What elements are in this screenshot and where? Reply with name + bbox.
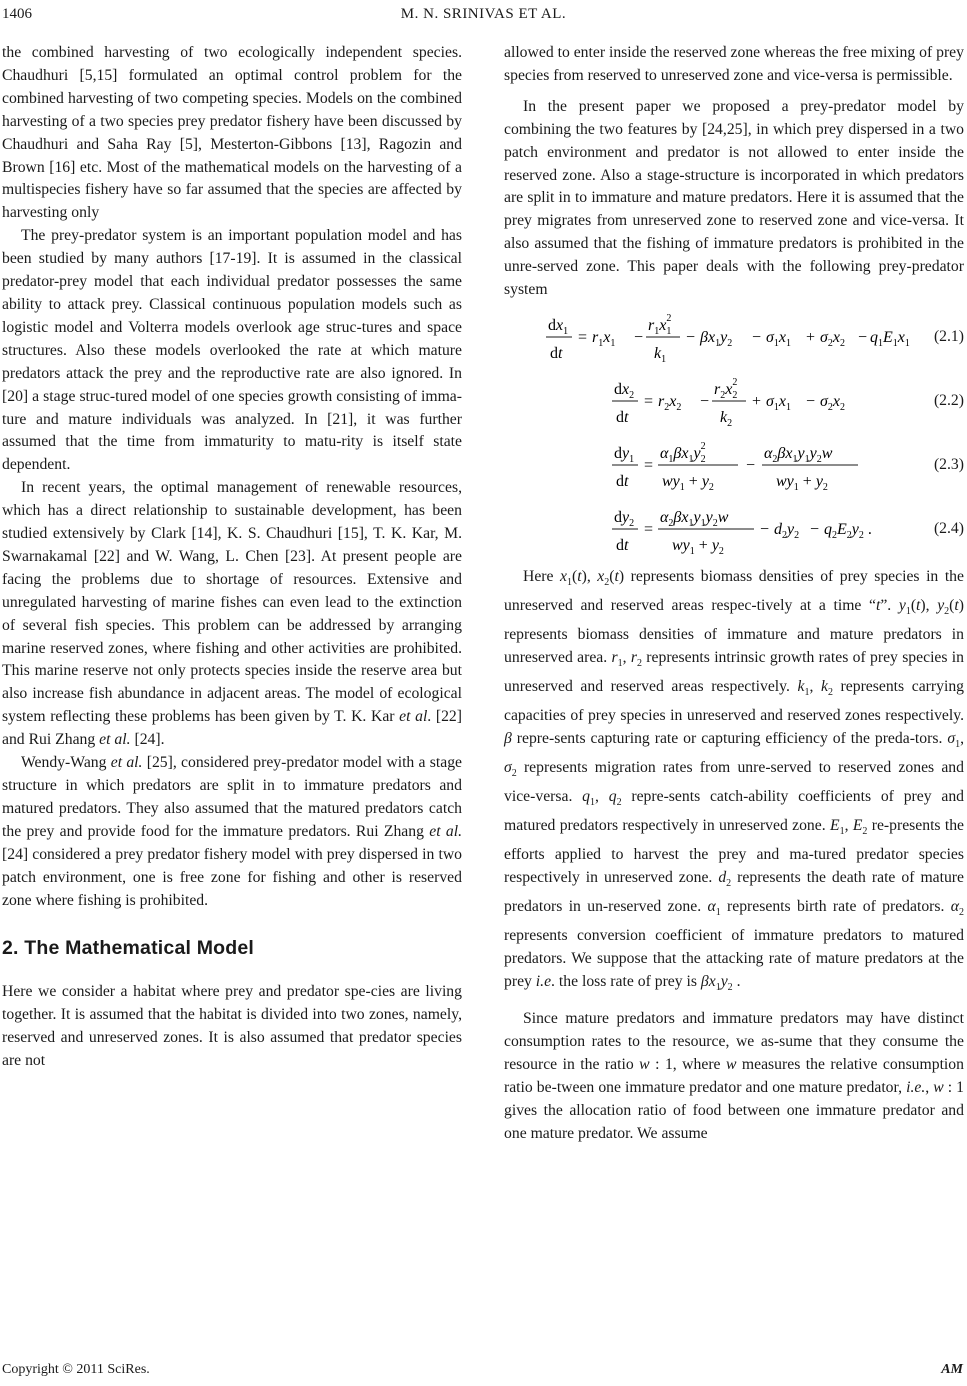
math-symbol: w xyxy=(933,1078,944,1096)
equation-number: (2.4) xyxy=(933,519,964,537)
paragraph-text: In recent years, the optimal management of renewable resources, which has a direct relationship to sustainable development, has been studied extensively by Clark [14], K. S. Chaudhuri [15], T. K. Kar, M. Swarnakamal [22] and W. Wang, L. Chen [23]. At present people are facing the problems due to shortage of resources. Extensive and unregulated harvesting of marine fishes can even lead to the extinction of several fish species. This problem can be addressed by arranging marine reserved zones, where fishing and other activities are prohibited. This marine reserve not only protects species inside the reserve area but also increase fish abundance in adjacent areas. The model of ecological system reflecting these problems has been given by T. K. Kar xyxy=(2,479,462,726)
svg-text:−: − xyxy=(700,392,710,410)
svg-text:dt: dt xyxy=(616,472,629,490)
math-symbol: α xyxy=(707,898,716,916)
paragraph-text: gives the allocation ratio of food between one immature predator and one mature predator. We assume xyxy=(504,1101,964,1142)
math-symbol: q xyxy=(608,788,617,806)
math-subscript: 2 xyxy=(636,658,642,670)
math-symbol: k xyxy=(820,678,828,696)
paragraph-definitions xyxy=(504,566,964,1000)
paragraph-text: represents birth rate of predators. xyxy=(720,898,951,916)
equation-2-3 xyxy=(504,436,964,494)
svg-text:βx1y2: $\beta x_1y_2$ xyxy=(700,328,733,349)
eq-lhs-num: d xyxy=(548,316,556,334)
equation-number: (2.3) xyxy=(933,455,964,473)
svg-text:r2x2: $r_2x_2$ xyxy=(658,392,682,413)
paragraph-text: ), xyxy=(581,567,598,585)
math-subscript: 2 xyxy=(944,606,950,618)
equation-2-2-math xyxy=(542,372,912,430)
svg-text:wy1 + y2: $wy_1 + y_2$ xyxy=(776,472,828,493)
running-authors: M. N. SRINIVAS ET AL. xyxy=(400,6,567,22)
paragraph-text: represents biomass densities of immature and mature predators in unreserved area. xyxy=(504,626,964,666)
math-subscript: 1 xyxy=(955,739,961,751)
math-symbol: β xyxy=(504,729,512,747)
math-symbol: t xyxy=(577,567,582,585)
math-symbol: E xyxy=(852,817,863,835)
equation-2-4-math xyxy=(542,500,912,558)
equation-2-2 xyxy=(504,372,964,430)
math-subscript: 1 xyxy=(804,687,810,699)
svg-text:−: − xyxy=(858,328,868,346)
math-symbol: i.e xyxy=(535,972,552,990)
et-al: et al. xyxy=(110,754,143,772)
page-header xyxy=(0,6,967,32)
equation-2-4 xyxy=(504,500,964,558)
et-al: et al. xyxy=(99,731,131,749)
paragraph: allowed to enter inside the reserved zone whereas the free mixing of prey species from reserved to unreserved zone and vice-versa is permissible. xyxy=(504,44,964,84)
paragraph-text: , xyxy=(809,678,821,696)
paragraph-text: ), xyxy=(920,597,938,615)
svg-text:σ1x1: $\sigma_1x_1$ xyxy=(766,392,791,413)
paragraph xyxy=(2,752,462,912)
math-symbol: r xyxy=(611,648,618,666)
svg-text:r1x21: $r_1x^2$ 1 xyxy=(648,312,672,337)
equation-number: (2.2) xyxy=(933,391,964,409)
math-subscript: 2 xyxy=(604,577,610,589)
page-number: 1406 xyxy=(2,6,32,22)
paragraph-text: . [22] and Rui Zhang xyxy=(2,708,462,749)
paragraph-text: . the loss rate of prey is xyxy=(551,972,701,990)
math-symbol: w xyxy=(725,1055,737,1073)
svg-text:d2y2: $d_2y_2$ xyxy=(774,520,800,541)
math-subscript: 1 xyxy=(715,982,721,994)
math-symbol: r xyxy=(630,648,637,666)
et-al: et al xyxy=(399,708,428,726)
paragraph-text: repre-sents catch-ability coefficients of prey and matured predators respectively in unreserved zone. xyxy=(504,788,965,835)
math-symbol: x xyxy=(560,567,567,585)
paragraph-text: Wendy-Wang xyxy=(21,754,111,772)
math-subscript: 1 xyxy=(567,577,572,589)
svg-text:wy1 + y2: $wy_1 + y_2$ xyxy=(662,472,714,493)
math-symbol: σ xyxy=(947,729,956,747)
svg-text:−: − xyxy=(634,328,644,346)
svg-text:r1x1: $r_1x_1$ xyxy=(592,328,616,349)
left-column xyxy=(2,42,462,1073)
math-symbol: d xyxy=(718,869,727,887)
svg-text:wy1 + y2: $wy_1 + y_2$ xyxy=(672,536,724,557)
math-symbol: E xyxy=(829,817,840,835)
math-symbol: w xyxy=(639,1055,650,1073)
et-al: et al. xyxy=(429,822,462,840)
math-subscript: 2 xyxy=(827,687,833,699)
math-subscript: 2 xyxy=(959,907,964,919)
svg-text:α2βx1y1y2w: $\alpha_2\beta x_1y_1y_2w$ xyxy=(764,444,833,465)
paragraph: The prey-predator system is an important population model and has been studied by many authors [17-19]. It is assumed in the classical predator-prey model that each individual predator possesses the same ability to attack prey. Classical continuous population models such as logistic model and Volterra models overlook age struc-tures and space structures. Also these models overlooked the rate at which mature predators attack the prey and the reproductive rate are also ignored. In [20] a stage struc-tured model of one species growth consisting of imma-ture and mature individuals was analyzed. In [21], it was further assumed that the time from immaturity to matu-rity is itself state dependent. xyxy=(2,227,462,474)
svg-text:=: = xyxy=(644,392,654,410)
paragraph-text: : 1, where xyxy=(649,1055,726,1073)
paragraph-text: represents migration rates from unre-served to reserved zones and vice-versa. xyxy=(504,759,964,806)
svg-text:q1E1x1: $q_1E_1x_1$ xyxy=(870,328,910,349)
section-title: 2. The Mathematical Model xyxy=(2,937,255,960)
paragraph-text: Since mature predators and immature predators may have distinct consumption rates to the resource, we as-sume that they consume the resource in the ratio xyxy=(504,1010,964,1073)
math-symbol: y xyxy=(937,597,945,615)
paragraph-text: , xyxy=(960,729,964,747)
svg-text:=: = xyxy=(644,456,654,474)
svg-text:−: − xyxy=(760,520,770,538)
paragraph-text: represents intrinsic growth rates of prey species in unreserved and reserved areas respectively. xyxy=(504,648,965,696)
paragraph-text: [24] considered a prey predator fishery model with prey dispersed in two patch environment, one is free zone for fishing and other is reserved zone where fishing is prohibited. xyxy=(2,845,462,909)
paragraph-text: , xyxy=(595,788,609,806)
paragraph-text: [24]. xyxy=(130,731,165,749)
math-symbol: y xyxy=(720,972,728,990)
paragraph: the combined harvesting of two ecologically independent species. Chaudhuri [5,15] formulated an optimal control problem for the combined harvesting of two competing species. Models on the combined harvesting of a two species prey predator fishery have been discussed by Chaudhuri and Saha Ray [5], Mesterton-Gibbons [13], Ragozin and Brown [16] etc. Most of the mathematical models on the harvesting of a multispecies fishery have so far assumed that the species are affected by harvesting only xyxy=(2,44,462,222)
svg-text:dx2: $dx_2$ xyxy=(614,380,635,401)
svg-text:k1: $k_1$ xyxy=(654,344,667,365)
svg-text:+: + xyxy=(752,392,762,410)
paragraph-text: re-presents the efforts applied to harvest the prey and ma-tured predator species respectively in unreserved zone. xyxy=(504,817,965,887)
equation-number: (2.1) xyxy=(933,327,964,345)
math-symbol: i.e. xyxy=(906,1078,926,1096)
paragraph-text: repre-sents capturing rate or capturing efficiency of the preda-tors. xyxy=(511,729,948,747)
math-symbol: t xyxy=(916,597,921,615)
paragraph-text: ( xyxy=(572,567,578,585)
svg-text:=: = xyxy=(578,328,588,346)
svg-text:r2x22: $r_2x^2$ 2 xyxy=(714,376,738,401)
copyright-notice: Copyright © 2011 SciRes. xyxy=(2,1362,150,1377)
math-symbol: βx xyxy=(700,972,716,990)
svg-text:α2βx1y1y2w: $\alpha_2\beta x_1y_1y_2w$ xyxy=(660,508,729,529)
svg-text:−: − xyxy=(686,328,696,346)
math-symbol: x xyxy=(597,567,605,585)
svg-text:q2E2y2 .: $q_2E_2y_2$ . xyxy=(824,520,872,541)
paragraph-text: Here xyxy=(523,567,561,585)
paragraph-text: represents the death rate of mature predators in un-reserved zone. xyxy=(504,869,964,916)
paragraph-text: ”. xyxy=(880,597,899,615)
paragraph-text: , xyxy=(925,1078,934,1096)
svg-text:dt: dt xyxy=(616,408,629,426)
equation-2-1 xyxy=(504,308,964,366)
journal-abbrev: AM xyxy=(941,1362,963,1377)
math-symbol: y xyxy=(898,597,906,615)
eq-lhs-den: d xyxy=(550,344,558,362)
math-subscript: 2 xyxy=(727,982,733,994)
svg-text:α1βx1y22: $\alpha_1\beta x_1y^2$ 2 xyxy=(660,440,706,465)
math-subscript: 2 xyxy=(616,797,622,809)
paragraph-text: measures the relative consumption ratio be-tween one immature predator and one mature predator, xyxy=(504,1055,964,1096)
svg-text:dt: dt xyxy=(616,536,629,554)
svg-text:dx1: $dx_1$ xyxy=(548,316,569,337)
paragraph-text: ( xyxy=(910,597,917,615)
svg-text:dt: dt xyxy=(550,344,563,362)
math-subscript: 2 xyxy=(511,768,517,780)
math-subscript: 1 xyxy=(839,826,845,838)
svg-text:σ2x2: $\sigma_2x_2$ xyxy=(820,328,845,349)
svg-text:σ1x1: $\sigma_1x_1$ xyxy=(766,328,791,349)
svg-text:=: = xyxy=(644,520,654,538)
math-subscript: 1 xyxy=(590,797,596,809)
paragraph-text: represents carrying capacities of prey species in unreserved and reserved zones respectively. xyxy=(504,678,965,725)
paragraph-text: . xyxy=(732,972,741,990)
paragraph-text: , xyxy=(622,648,631,666)
paragraph: In the present paper we proposed a prey-predator model by combining the two features by [24,25], in which prey dispersed in a two patch environment and predator is not allowed to enter inside the reserved zone. Also a stage-structure is incorporated in which predators are split in to immature and mature predators. Here it is assumed that the prey migrates from unreserved zone to reserved zone and vice-versa. It also assumed that the fishing of immature predators is prohibited in the unre-served zone. This paper deals with the following prey-predator system xyxy=(504,97,964,299)
math-symbol: q xyxy=(582,788,591,806)
svg-text:k2: $k_2$ xyxy=(720,408,733,429)
svg-text:+: + xyxy=(806,328,816,346)
math-subscript: 2 xyxy=(726,878,732,890)
equation-2-1-math xyxy=(542,308,912,366)
math-subscript: 1 xyxy=(905,606,911,618)
math-symbol: t xyxy=(614,567,619,585)
math-subscript: 2 xyxy=(862,826,868,838)
svg-text:−: − xyxy=(746,456,756,474)
math-symbol: α xyxy=(950,898,959,916)
paragraph-text: , xyxy=(844,817,853,835)
svg-text:dy2: $dy_2$ xyxy=(614,508,635,529)
paragraph-text: ( xyxy=(949,597,955,615)
math-symbol: σ xyxy=(504,759,512,777)
paragraph-text: : 1 xyxy=(943,1078,964,1096)
math-symbol: t xyxy=(954,597,959,615)
right-column xyxy=(504,42,964,1145)
paragraph: Here we consider a habitat where prey and predator spe-cies are living together. It is assumed that the habitat is divided into two zones, namely, reserved and unreserved zones. It is also assumed that predator species are not xyxy=(2,983,462,1070)
math-symbol: t xyxy=(875,597,881,615)
paragraph-consumption xyxy=(504,1008,964,1145)
svg-text:−: − xyxy=(752,328,762,346)
math-symbol: k xyxy=(797,678,805,696)
svg-text:dy1: $dy_1$ xyxy=(614,444,635,465)
svg-text:−: − xyxy=(810,520,820,538)
paragraph-text: [25], considered prey-predator model with a stage structure in which predators are split in to immature predators and matured predators. They also assumed that the matured predators catch the prey and provide food for the immature predators. Rui Zhang xyxy=(2,754,463,840)
paragraph xyxy=(2,477,462,752)
svg-text:−: − xyxy=(806,392,816,410)
equation-2-3-math xyxy=(542,436,912,494)
paragraph-text: ) xyxy=(958,597,964,615)
paragraph-text: represents conversion coefficient of immature predators to matured predators. We suppose that the attacking rate of mature predators at the prey xyxy=(504,927,964,990)
math-subscript: 1 xyxy=(715,907,721,919)
math-subscript: 1 xyxy=(617,658,623,670)
svg-text:σ2x2: $\sigma_2x_2$ xyxy=(820,392,845,413)
paragraph-text: ( xyxy=(609,567,615,585)
paragraph-text: represents biomass densities of prey species in the unreserved and reserved areas respec-tively at a time “ xyxy=(504,567,964,615)
paragraph-text: ) xyxy=(618,567,625,585)
